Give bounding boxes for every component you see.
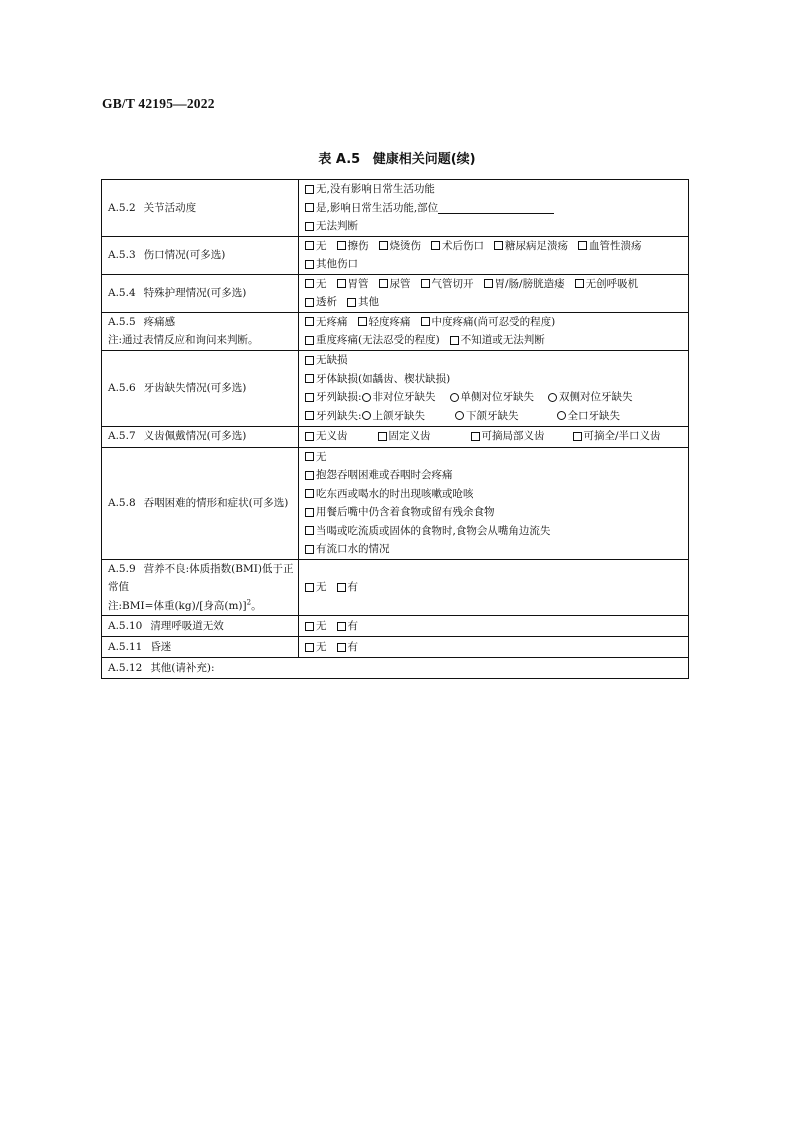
checkbox-icon	[450, 336, 459, 345]
option-label: 无	[316, 581, 327, 593]
checkbox-option[interactable]	[305, 255, 358, 274]
option-label: 是,影响日常生活功能,部位	[316, 201, 439, 214]
checkbox-icon	[305, 336, 314, 345]
radio-icon	[455, 411, 464, 420]
option-label: 糖尿病足溃疡	[505, 239, 568, 252]
standard-number: GB/T 42195—2022	[102, 96, 215, 111]
item-label: 关节活动度	[143, 201, 197, 214]
item-label: 其他(请补充):	[150, 661, 215, 674]
row-label	[102, 637, 299, 658]
radio-icon	[362, 393, 371, 402]
row-label	[102, 616, 299, 637]
row-options	[299, 637, 689, 658]
checkbox-icon	[305, 432, 314, 441]
table-name: 健康相关问题(续)	[372, 152, 476, 167]
checkbox-icon	[431, 241, 440, 250]
option-label: 重度疼痛(无法忍受的程度)	[316, 334, 440, 346]
checkbox-option[interactable]	[337, 638, 359, 657]
checkbox-option[interactable]	[337, 275, 369, 294]
row-label	[102, 559, 299, 616]
row-label	[102, 180, 299, 237]
checkbox-icon	[305, 411, 314, 420]
table-number: 表 A.5	[318, 152, 361, 167]
option-label: 其他	[358, 296, 379, 308]
checkbox-option[interactable]	[305, 578, 327, 597]
checkbox-icon	[378, 432, 387, 441]
checkbox-icon	[471, 432, 480, 441]
checkbox-option[interactable]	[305, 448, 327, 467]
radio-icon	[548, 393, 557, 402]
checkbox-icon	[337, 622, 346, 631]
other-supplement-cell[interactable]	[102, 658, 689, 679]
checkbox-icon	[305, 260, 314, 269]
option-label: 无	[316, 239, 327, 252]
option-label: 无义齿	[316, 430, 348, 443]
checkbox-option[interactable]	[305, 522, 550, 541]
table-row	[102, 350, 689, 426]
row-label	[102, 236, 299, 274]
option-label: 有	[347, 581, 358, 593]
option-label: 不知道或无法判断	[460, 334, 545, 346]
option-label: 无,没有影响日常生活功能	[316, 183, 435, 195]
option-label: 气管切开	[431, 277, 474, 290]
checkbox-option[interactable]	[305, 331, 440, 350]
radio-icon	[557, 411, 566, 420]
checkbox-icon	[305, 583, 314, 592]
option-label: 下颌牙缺失	[466, 409, 519, 422]
row-options	[299, 312, 689, 350]
checkbox-icon	[305, 317, 314, 326]
radio-icon	[362, 411, 371, 420]
item-code: A.5.2	[108, 201, 136, 214]
item-code: A.5.12	[108, 661, 143, 674]
option-label: 无	[316, 450, 327, 463]
checkbox-icon	[305, 241, 314, 250]
option-label: 无	[316, 640, 327, 653]
option-label: 吃东西或喝水的时出现咳嗽或呛咳	[316, 487, 474, 500]
item-label: 清理呼吸道无效	[150, 619, 224, 632]
radio-option[interactable]	[362, 388, 436, 407]
checkbox-option[interactable]	[378, 427, 431, 446]
item-code: A.5.4	[108, 286, 136, 299]
checkbox-icon	[305, 489, 314, 498]
checkbox-option[interactable]	[305, 293, 337, 312]
checkbox-option[interactable]	[305, 540, 390, 559]
row-options	[299, 350, 689, 426]
table-row	[102, 616, 689, 637]
checkbox-option[interactable]	[431, 237, 484, 256]
item-code: A.5.6	[108, 381, 136, 394]
checkbox-option[interactable]	[347, 293, 379, 312]
checkbox-icon	[305, 643, 314, 652]
option-label: 无法判断	[316, 220, 358, 232]
option-label: 上颌牙缺失	[372, 409, 426, 422]
checkbox-icon	[379, 279, 388, 288]
row-options	[299, 559, 689, 616]
option-label: 双侧对位牙缺失	[559, 391, 633, 403]
option-label: 擦伤	[347, 239, 369, 252]
item-code: A.5.10	[108, 619, 143, 632]
checkbox-option[interactable]	[305, 485, 474, 504]
row-label	[102, 312, 299, 350]
checkbox-option[interactable]	[379, 237, 422, 256]
checkbox-icon	[305, 279, 314, 288]
checkbox-option[interactable]	[305, 351, 348, 370]
option-label: 非对位牙缺失	[372, 391, 436, 403]
item-label: 伤口情况(可多选)	[143, 248, 226, 261]
checkbox-icon	[305, 374, 314, 383]
option-label: 可摘局部义齿	[481, 430, 545, 443]
checkbox-option[interactable]	[305, 275, 327, 294]
item-code: A.5.9	[108, 562, 136, 575]
row-options	[299, 447, 689, 559]
checkbox-option[interactable]	[305, 237, 327, 256]
item-label: 疼痛感	[143, 315, 176, 328]
checkbox-icon	[305, 526, 314, 535]
option-label: 单侧对位牙缺失	[460, 391, 535, 403]
item-label: 吞咽困难的情形和症状(可多选)	[143, 496, 289, 509]
option-label: 用餐后嘴中仍含着食物或留有残余食物	[316, 506, 495, 518]
checkbox-icon	[573, 432, 582, 441]
row-options	[299, 274, 689, 312]
radio-icon	[450, 393, 459, 402]
checkbox-icon	[578, 241, 587, 250]
radio-option[interactable]	[548, 388, 633, 407]
checkbox-option[interactable]	[578, 237, 642, 256]
checkbox-option[interactable]	[337, 617, 359, 636]
table-row	[102, 312, 689, 350]
checkbox-option[interactable]	[450, 331, 545, 350]
table-row	[102, 274, 689, 312]
checkbox-icon	[358, 317, 367, 326]
option-label: 其他伤口	[316, 258, 358, 270]
option-label: 全口牙缺失	[567, 409, 621, 422]
item-label: 义齿佩戴情况(可多选)	[143, 430, 247, 443]
row-options	[299, 426, 689, 447]
option-label: 胃/肠/膀胱造瘘	[494, 277, 565, 290]
checkbox-option[interactable]	[471, 427, 545, 446]
checkbox-option[interactable]	[575, 275, 639, 294]
item-code: A.5.7	[108, 430, 136, 443]
checkbox-option[interactable]	[379, 275, 411, 294]
option-label: 轻度疼痛	[368, 315, 411, 328]
checkbox-icon	[305, 622, 314, 631]
checkbox-icon	[305, 222, 314, 231]
row-options	[299, 180, 689, 237]
radio-option[interactable]	[450, 388, 535, 407]
table-row	[102, 236, 689, 274]
option-label: 中度疼痛(尚可忍受的程度)	[431, 315, 556, 328]
checkbox-option[interactable]	[494, 237, 568, 256]
table-row	[102, 180, 689, 237]
checkbox-option[interactable]	[305, 638, 327, 657]
checkbox-option[interactable]	[421, 275, 474, 294]
checkbox-option[interactable]	[573, 427, 661, 446]
checkbox-icon	[421, 317, 430, 326]
checkbox-icon	[347, 298, 356, 307]
checkbox-option[interactable]	[305, 217, 358, 236]
option-label: 无	[316, 619, 327, 632]
item-code: A.5.11	[108, 640, 143, 653]
checkbox-icon	[337, 643, 346, 652]
option-label: 可摘全/半口义齿	[583, 430, 661, 443]
checkbox-option[interactable]	[337, 237, 369, 256]
checkbox-option[interactable]	[305, 503, 495, 522]
table-row	[102, 447, 689, 559]
checkbox-option[interactable]	[305, 199, 438, 218]
option-label: 烧烫伤	[389, 239, 421, 252]
checkbox-icon	[337, 583, 346, 592]
option-label: 透析	[316, 296, 337, 308]
table-row	[102, 637, 689, 658]
option-label: 牙列缺失:	[316, 409, 362, 422]
option-label: 有	[347, 640, 358, 653]
option-label: 胃管	[347, 277, 369, 290]
health-questions-table	[101, 179, 689, 679]
option-label: 术后伤口	[442, 239, 484, 252]
location-fill-line[interactable]	[438, 202, 554, 214]
checkbox-icon	[305, 471, 314, 480]
option-label: 尿管	[389, 277, 411, 290]
checkbox-option[interactable]	[305, 180, 435, 199]
radio-option[interactable]	[362, 407, 426, 426]
row-options	[299, 236, 689, 274]
row-label	[102, 447, 299, 559]
checkbox-option[interactable]	[484, 275, 565, 294]
table-row	[102, 426, 689, 447]
radio-option[interactable]	[455, 407, 519, 426]
item-note: 注:BMI=体重(kg)/[身高(m)]$^2$。	[108, 598, 262, 612]
checkbox-option[interactable]	[358, 313, 411, 332]
checkbox-option[interactable]	[305, 427, 348, 446]
item-label: 昏迷	[150, 640, 172, 653]
row-options	[299, 616, 689, 637]
table-row	[102, 658, 689, 679]
option-label: 无创呼吸机	[585, 277, 639, 290]
item-code: A.5.8	[108, 496, 136, 509]
row-label	[102, 426, 299, 447]
row-label	[102, 274, 299, 312]
checkbox-icon	[575, 279, 584, 288]
checkbox-icon	[421, 279, 430, 288]
checkbox-icon	[305, 393, 314, 402]
option-label: 无缺损	[316, 354, 348, 366]
checkbox-option[interactable]	[305, 617, 327, 636]
item-label: 牙齿缺失情况(可多选)	[143, 381, 247, 394]
option-label: 无疼痛	[316, 315, 348, 328]
item-note: 注:通过表情反应和询问来判断。	[108, 334, 259, 346]
option-label: 固定义齿	[388, 430, 431, 443]
checkbox-icon	[337, 241, 346, 250]
checkbox-option[interactable]	[305, 466, 453, 485]
row-label	[102, 350, 299, 426]
checkbox-option[interactable]	[305, 388, 362, 407]
item-label: 营养不良:体质指数(BMI)低于正常值	[108, 562, 294, 593]
checkbox-icon	[305, 356, 314, 365]
checkbox-icon	[305, 203, 314, 212]
option-label: 牙列缺损:	[316, 391, 362, 403]
checkbox-icon	[494, 241, 503, 250]
option-label: 血管性溃疡	[589, 239, 642, 252]
checkbox-option[interactable]	[305, 407, 362, 426]
option-label: 无	[316, 277, 327, 290]
option-label: 牙体缺损(如龋齿、楔状缺损)	[316, 372, 451, 385]
option-label: 有流口水的情况	[316, 543, 390, 555]
radio-option[interactable]	[557, 407, 621, 426]
table-title	[0, 148, 794, 167]
checkbox-icon	[305, 545, 314, 554]
table-row	[102, 559, 689, 616]
option-label: 当喝或吃流质或固体的食物时,食物会从嘴角边流失	[316, 524, 551, 537]
checkbox-icon	[305, 508, 314, 517]
checkbox-icon	[305, 298, 314, 307]
checkbox-icon	[379, 241, 388, 250]
option-label: 抱怨吞咽困难或吞咽时会疼痛	[316, 469, 453, 481]
checkbox-icon	[305, 185, 314, 194]
item-code: A.5.5	[108, 315, 136, 328]
checkbox-option[interactable]	[305, 370, 450, 389]
item-code: A.5.3	[108, 248, 136, 261]
item-label: 特殊护理情况(可多选)	[143, 286, 247, 299]
checkbox-icon	[305, 452, 314, 461]
checkbox-icon	[337, 279, 346, 288]
checkbox-option[interactable]	[421, 313, 556, 332]
checkbox-icon	[484, 279, 493, 288]
checkbox-option[interactable]	[305, 313, 348, 332]
checkbox-option[interactable]	[337, 578, 359, 597]
option-label: 有	[347, 619, 358, 632]
